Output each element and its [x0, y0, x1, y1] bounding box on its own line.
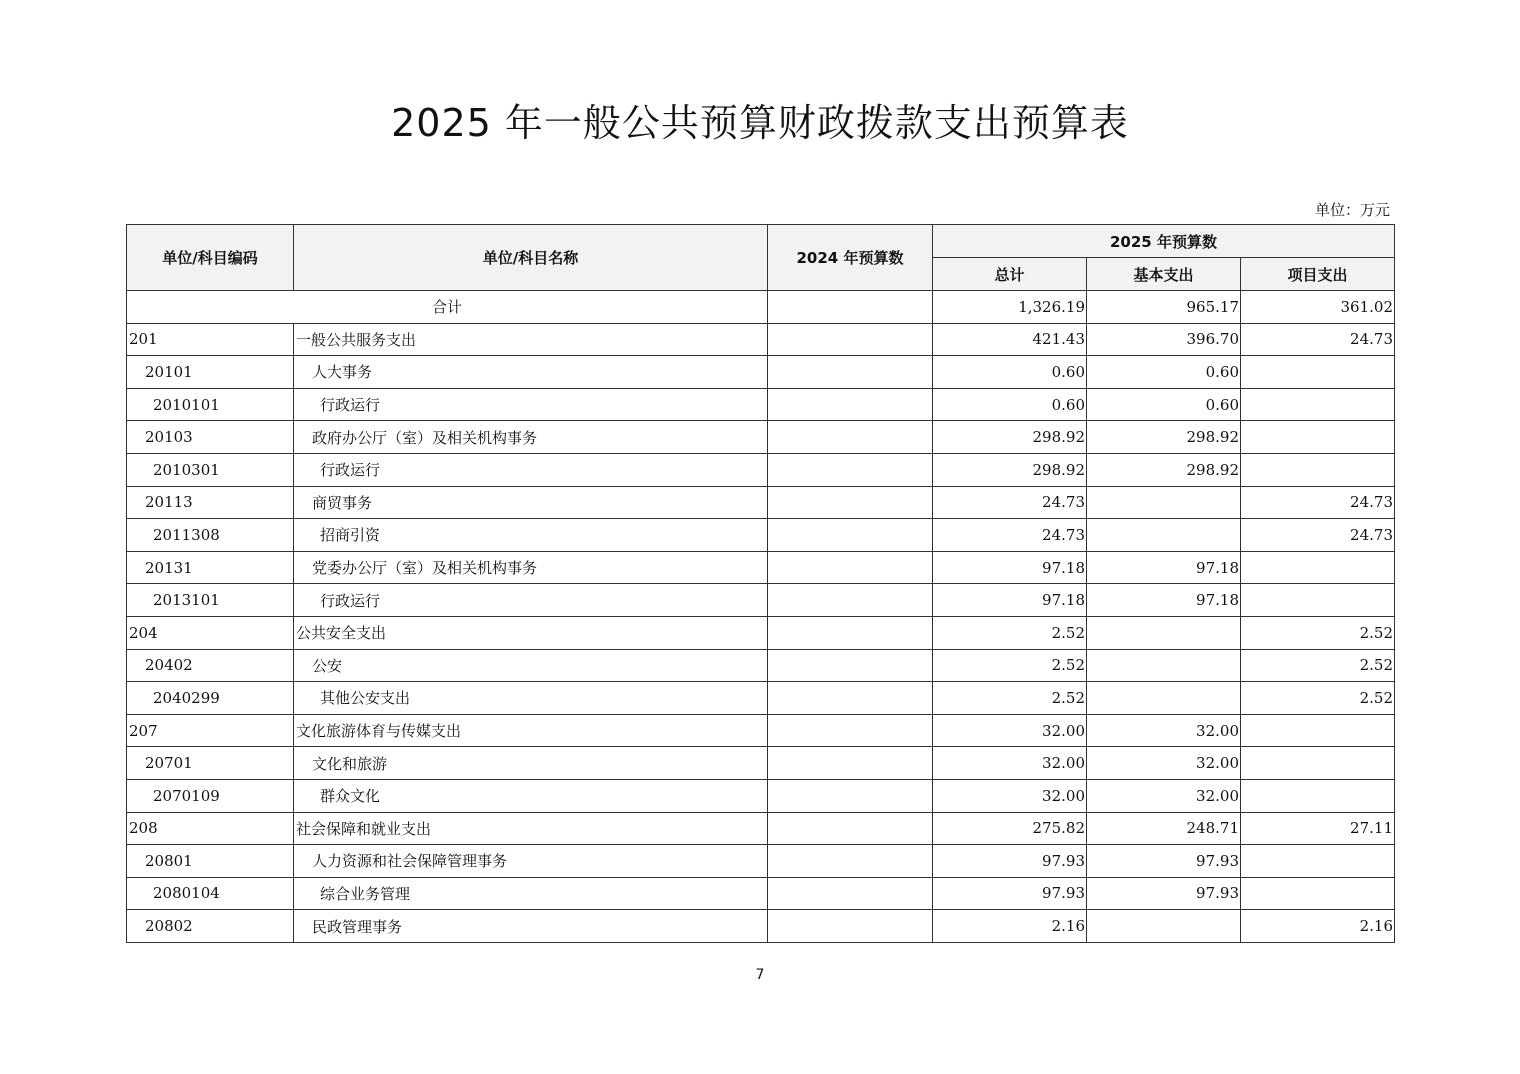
cell-project	[1241, 421, 1395, 454]
cell-name: 文化旅游体育与传媒支出	[294, 714, 768, 747]
cell-name: 民政管理事务	[294, 910, 768, 943]
cell-prev-budget	[768, 747, 933, 780]
cell-project: 27.11	[1241, 812, 1395, 845]
table-body	[127, 291, 1395, 943]
cell-name: 政府办公厅（室）及相关机构事务	[294, 421, 768, 454]
cell-basic: 97.93	[1087, 845, 1241, 878]
cell-total: 32.00	[933, 747, 1087, 780]
cell-total: 298.92	[933, 453, 1087, 486]
cell-total: 32.00	[933, 714, 1087, 747]
table-row	[127, 747, 1395, 780]
cell-project: 24.73	[1241, 519, 1395, 552]
cell-name: 公安	[294, 649, 768, 682]
table-row	[127, 812, 1395, 845]
cell-total: 298.92	[933, 421, 1087, 454]
cell-prev-budget	[768, 845, 933, 878]
cell-prev-budget	[768, 910, 933, 943]
cell-code: 20113	[127, 486, 294, 519]
cell-project: 24.73	[1241, 323, 1395, 356]
cell-code: 20802	[127, 910, 294, 943]
cell-project	[1241, 356, 1395, 389]
cell-total: 2.52	[933, 649, 1087, 682]
cell-code: 20801	[127, 845, 294, 878]
header-code: 单位/科目编码	[127, 225, 294, 291]
cell-prev-budget	[768, 616, 933, 649]
table-row	[127, 356, 1395, 389]
cell-name: 行政运行	[294, 584, 768, 617]
cell-prev-budget	[768, 779, 933, 812]
summary-total: 1,326.19	[933, 291, 1087, 324]
summary-project: 361.02	[1241, 291, 1395, 324]
cell-project	[1241, 877, 1395, 910]
cell-basic	[1087, 910, 1241, 943]
header-name: 单位/科目名称	[294, 225, 768, 291]
table-row	[127, 486, 1395, 519]
table-row	[127, 714, 1395, 747]
cell-code: 2040299	[127, 682, 294, 715]
cell-basic: 97.18	[1087, 551, 1241, 584]
cell-prev-budget	[768, 649, 933, 682]
table-row	[127, 323, 1395, 356]
table-row	[127, 910, 1395, 943]
table-header	[127, 225, 1395, 291]
summary-prev	[768, 291, 933, 324]
cell-prev-budget	[768, 453, 933, 486]
cell-total: 97.93	[933, 877, 1087, 910]
cell-code: 20402	[127, 649, 294, 682]
cell-basic: 32.00	[1087, 747, 1241, 780]
cell-name: 行政运行	[294, 453, 768, 486]
cell-basic	[1087, 682, 1241, 715]
summary-basic: 965.17	[1087, 291, 1241, 324]
cell-project	[1241, 714, 1395, 747]
cell-code: 2010301	[127, 453, 294, 486]
cell-prev-budget	[768, 682, 933, 715]
cell-name: 人大事务	[294, 356, 768, 389]
cell-name: 群众文化	[294, 779, 768, 812]
cell-basic: 0.60	[1087, 356, 1241, 389]
page-number: 7	[755, 967, 765, 983]
cell-project	[1241, 584, 1395, 617]
cell-name: 行政运行	[294, 388, 768, 421]
cell-total: 2.52	[933, 682, 1087, 715]
cell-basic: 32.00	[1087, 714, 1241, 747]
unit-label: 单位：万元	[1314, 201, 1390, 219]
table-row	[127, 779, 1395, 812]
cell-name: 招商引资	[294, 519, 768, 552]
cell-name: 商贸事务	[294, 486, 768, 519]
cell-name: 党委办公厅（室）及相关机构事务	[294, 551, 768, 584]
cell-project: 2.52	[1241, 616, 1395, 649]
header-curr-budget: 2025 年预算数	[933, 225, 1395, 258]
summary-label: 合计	[127, 291, 768, 324]
cell-name: 文化和旅游	[294, 747, 768, 780]
cell-total: 97.18	[933, 584, 1087, 617]
cell-total: 275.82	[933, 812, 1087, 845]
cell-code: 20103	[127, 421, 294, 454]
cell-code: 2010101	[127, 388, 294, 421]
cell-basic: 0.60	[1087, 388, 1241, 421]
cell-prev-budget	[768, 519, 933, 552]
cell-prev-budget	[768, 551, 933, 584]
page-title: 2025 年一般公共预算财政拨款支出预算表	[391, 101, 1129, 145]
cell-basic	[1087, 616, 1241, 649]
cell-code: 208	[127, 812, 294, 845]
cell-project: 2.16	[1241, 910, 1395, 943]
table-row	[127, 845, 1395, 878]
cell-project: 2.52	[1241, 649, 1395, 682]
table-row	[127, 616, 1395, 649]
cell-total: 0.60	[933, 356, 1087, 389]
cell-prev-budget	[768, 388, 933, 421]
cell-name: 社会保障和就业支出	[294, 812, 768, 845]
cell-code: 2070109	[127, 779, 294, 812]
cell-name: 公共安全支出	[294, 616, 768, 649]
cell-code: 201	[127, 323, 294, 356]
cell-project: 2.52	[1241, 682, 1395, 715]
header-basic: 基本支出	[1087, 258, 1241, 291]
table-row	[127, 551, 1395, 584]
cell-total: 24.73	[933, 486, 1087, 519]
cell-project	[1241, 551, 1395, 584]
cell-prev-budget	[768, 714, 933, 747]
cell-name: 其他公安支出	[294, 682, 768, 715]
cell-prev-budget	[768, 584, 933, 617]
cell-code: 2013101	[127, 584, 294, 617]
header-project: 项目支出	[1241, 258, 1395, 291]
cell-basic: 97.18	[1087, 584, 1241, 617]
cell-name: 一般公共服务支出	[294, 323, 768, 356]
cell-basic: 32.00	[1087, 779, 1241, 812]
table-row	[127, 453, 1395, 486]
table-row	[127, 519, 1395, 552]
cell-project	[1241, 845, 1395, 878]
cell-prev-budget	[768, 356, 933, 389]
cell-total: 32.00	[933, 779, 1087, 812]
cell-code: 2080104	[127, 877, 294, 910]
cell-prev-budget	[768, 323, 933, 356]
table-row	[127, 682, 1395, 715]
budget-table	[126, 224, 1395, 943]
cell-total: 2.16	[933, 910, 1087, 943]
table-row	[127, 388, 1395, 421]
cell-name: 综合业务管理	[294, 877, 768, 910]
cell-name: 人力资源和社会保障管理事务	[294, 845, 768, 878]
cell-basic: 396.70	[1087, 323, 1241, 356]
cell-prev-budget	[768, 486, 933, 519]
table-row	[127, 584, 1395, 617]
cell-project	[1241, 453, 1395, 486]
cell-basic: 97.93	[1087, 877, 1241, 910]
cell-basic	[1087, 649, 1241, 682]
summary-row	[127, 291, 1395, 324]
cell-code: 207	[127, 714, 294, 747]
cell-total: 0.60	[933, 388, 1087, 421]
cell-code: 20101	[127, 356, 294, 389]
cell-total: 2.52	[933, 616, 1087, 649]
cell-total: 97.93	[933, 845, 1087, 878]
table-row	[127, 649, 1395, 682]
header-prev-budget: 2024 年预算数	[768, 225, 933, 291]
cell-prev-budget	[768, 421, 933, 454]
cell-total: 421.43	[933, 323, 1087, 356]
cell-project	[1241, 388, 1395, 421]
cell-prev-budget	[768, 877, 933, 910]
cell-total: 24.73	[933, 519, 1087, 552]
table-row	[127, 421, 1395, 454]
cell-code: 20131	[127, 551, 294, 584]
cell-basic	[1087, 486, 1241, 519]
cell-basic: 248.71	[1087, 812, 1241, 845]
cell-basic: 298.92	[1087, 453, 1241, 486]
header-total: 总计	[933, 258, 1087, 291]
cell-total: 97.18	[933, 551, 1087, 584]
cell-basic	[1087, 519, 1241, 552]
cell-basic: 298.92	[1087, 421, 1241, 454]
table-row	[127, 877, 1395, 910]
cell-code: 2011308	[127, 519, 294, 552]
cell-project	[1241, 779, 1395, 812]
cell-project: 24.73	[1241, 486, 1395, 519]
cell-code: 204	[127, 616, 294, 649]
cell-project	[1241, 747, 1395, 780]
cell-prev-budget	[768, 812, 933, 845]
cell-code: 20701	[127, 747, 294, 780]
